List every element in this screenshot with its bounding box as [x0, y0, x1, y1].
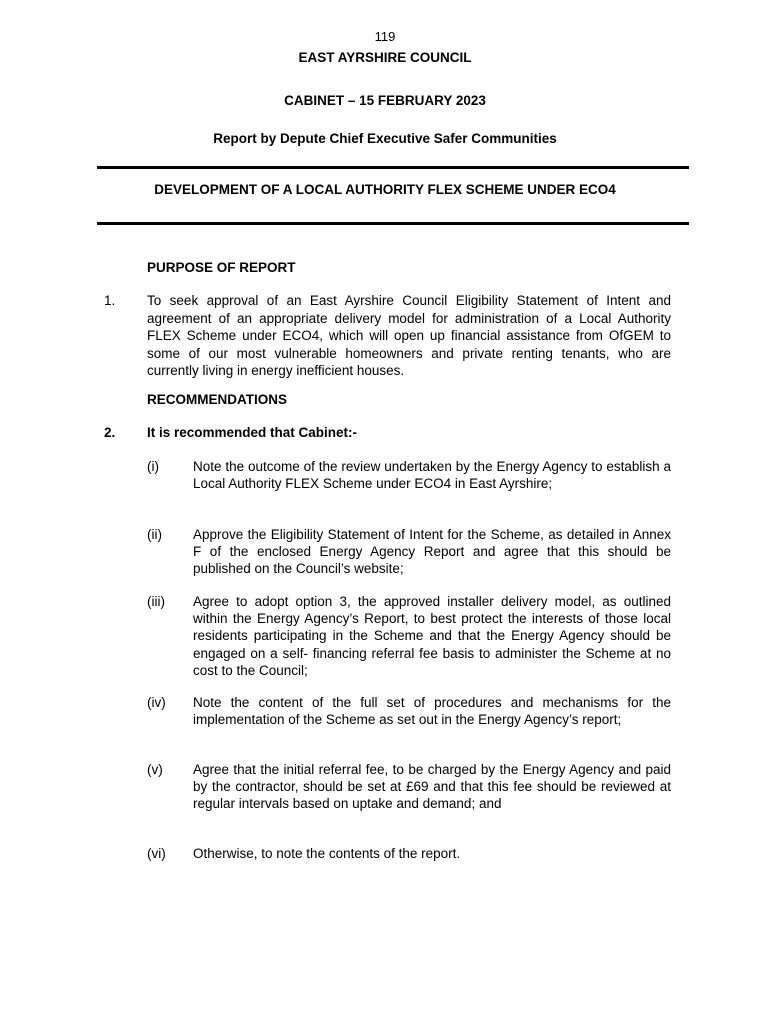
- item-label: (vi): [147, 846, 166, 861]
- item-label: (iii): [147, 594, 165, 609]
- recommendations-intro: It is recommended that Cabinet:-: [147, 425, 358, 440]
- meeting-date: CABINET – 15 FEBRUARY 2023: [284, 93, 486, 108]
- top-rule: [97, 166, 689, 169]
- item-label: (iv): [147, 695, 166, 710]
- report-author: Report by Depute Chief Executive Safer Communities: [213, 131, 557, 146]
- recommendation-item: Note the content of the full set of procedures and mechanisms for the implementation of the Scheme as set out in the Energy Agency’s report;: [193, 695, 671, 728]
- item-label: (i): [147, 459, 159, 474]
- recommendation-item: Agree that the initial referral fee, to be charged by the Energy Agency and paid by the contractor, should be set at £69 and that this fee should be reviewed at regular intervals based on uptake and demand; and: [193, 762, 671, 812]
- item-label: (v): [147, 762, 163, 777]
- report-title: DEVELOPMENT OF A LOCAL AUTHORITY FLEX SCHEME UNDER ECO4: [154, 182, 616, 197]
- recommendation-item: Agree to adopt option 3, the approved installer delivery model, as outlined within the Energy Agency’s Report, to best protect the interests of those local residents participating in the Scheme and that the Energy Agency should be engaged on a self- financing referral fee basis to administer the Scheme at no cost to the Council;: [193, 594, 671, 678]
- paragraph-number: 2.: [104, 425, 116, 440]
- recommendation-item: Note the outcome of the review undertaken by the Energy Agency to establish a Local Authority FLEX Scheme under ECO4 in East Ayrshire;: [193, 459, 671, 492]
- recommendation-item: Otherwise, to note the contents of the report.: [193, 846, 461, 861]
- council-name: EAST AYRSHIRE COUNCIL: [298, 50, 472, 65]
- item-label: (ii): [147, 527, 162, 542]
- paragraph-number: 1.: [104, 293, 116, 308]
- purpose-text: To seek approval of an East Ayrshire Council Eligibility Statement of Intent and agreement of an appropriate delivery model for administration of a Local Authority FLEX Scheme under ECO4, which will open up financial assistance from OfGEM to some of our most vulnerable homeowners and private renting tenants, who are currently living in energy inefficient houses.: [147, 293, 671, 379]
- page-number: 119: [374, 29, 396, 44]
- purpose-heading: PURPOSE OF REPORT: [147, 260, 296, 275]
- bottom-rule: [97, 222, 689, 225]
- recommendation-item: Approve the Eligibility Statement of Intent for the Scheme, as detailed in Annex F of the enclosed Energy Agency Report and agree that this should be published on the Council’s website;: [193, 527, 671, 577]
- recommendations-heading: RECOMMENDATIONS: [147, 392, 287, 407]
